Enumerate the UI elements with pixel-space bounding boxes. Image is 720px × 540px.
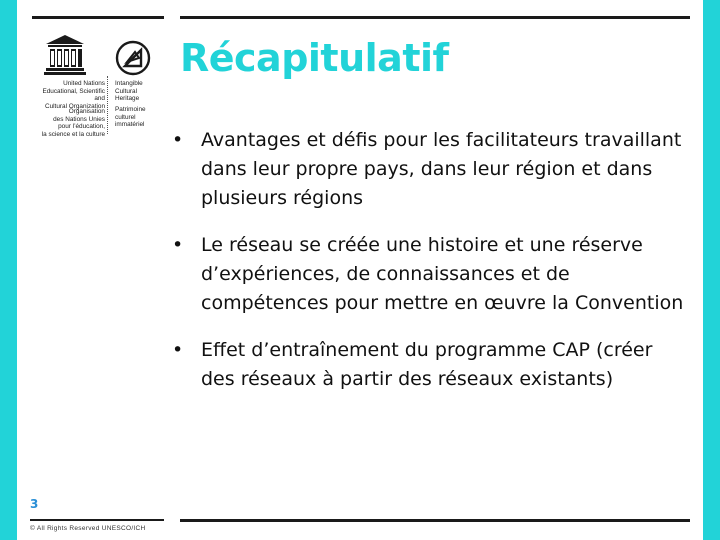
bottom-rule-right: [180, 519, 690, 522]
slide: [17, 0, 703, 540]
logo-divider: [107, 76, 109, 134]
bullet-item: [169, 336, 689, 394]
bullet-dot-icon: •: [172, 339, 184, 361]
unesco-name-fr: Organisation des Nations Unies pour l’éducation, la science et la culture: [41, 108, 105, 138]
intangible-heritage-emblem-icon: [115, 40, 151, 76]
bullet-item: [169, 126, 689, 213]
bullet-dot-icon: •: [172, 234, 184, 256]
top-rule-left: [32, 16, 164, 19]
bullet-text: Effet d’entraînement du programme CAP (créer des réseaux à partir des réseaux existants): [201, 339, 653, 390]
top-rule-right: [180, 16, 690, 19]
bottom-rule-left: [30, 519, 164, 521]
unesco-name-en: United Nations Educational, Scientific and Cultural Organization: [42, 80, 105, 110]
bullet-item: [169, 231, 689, 318]
unesco-temple-icon: [43, 32, 87, 76]
bullet-text: Le réseau se créée une histoire et une réserve d’expériences, de connaissances et de compétences pour mettre en œuvre la Convention: [201, 234, 684, 314]
bullet-text: Avantages et défis pour les facilitateurs travaillant dans leur propre pays, dans leur région et dans plusieurs régions: [201, 129, 682, 209]
ich-name-fr: Patrimoine culturel immatériel: [115, 106, 146, 129]
ich-name-en: Intangible Cultural Heritage: [115, 80, 143, 103]
copyright-notice: © All Rights Reserved UNESCO/ICH: [30, 525, 146, 532]
bullet-dot-icon: •: [172, 129, 184, 151]
unesco-ich-logo: [31, 32, 161, 142]
bullet-list: [169, 126, 689, 412]
page-number: 3: [30, 497, 39, 511]
slide-title: Récapitulatif: [180, 36, 449, 80]
